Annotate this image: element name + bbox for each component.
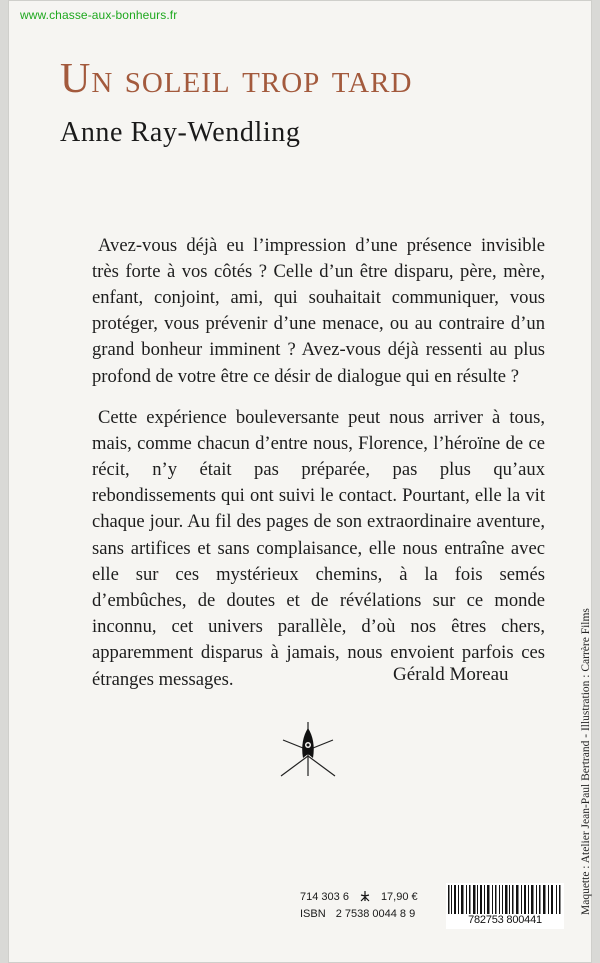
book-title: Un soleil trop tard [60, 56, 413, 102]
watermark-url: www.chasse-aux-bonheurs.fr [20, 8, 178, 22]
back-cover [8, 0, 592, 963]
blurb-signature: Gérald Moreau [393, 664, 509, 685]
price-block [300, 890, 460, 921]
isbn-label: ISBN [300, 908, 326, 920]
blurb-paragraph-1: Avez-vous déjà eu l’impression d’une présence invisible très forte à vos côtés ? Celle d’un être disparu, père, mère, enfant, conjoint, ami, qui souhaitait communiquer, vous protéger, vous prévenir d’une menace, ou au contraire d’un grand bonheur imminent ? Avez-vous déjà ressenti au plus profond de votre être ce désir de dialogue qui en résulte ? [92, 234, 545, 387]
isbn-number: 2 7538 0044 8 9 [335, 908, 416, 920]
blurb-paragraph-2: Cette expérience bouleversante peut nous arriver à tous, mais, comme chacun d’entre nous, Florence, l’héroïne de ce récit, n’y était pas préparée, pas plus qu’aux rebondissements qui ont suivi le contact. Pourtant, elle la vit chaque jour. Au fil des pages de son extraordinaire aventure, sans artifices et sans complaisance, elle nous entraîne avec elle sur ces mystérieux chemins, à la fois semés d’embûches, de doutes et de révélations sur ce monde inconnu, cet univers parallèle, d’où nos êtres chers, apparemment disparus à jamais, nous envoient parfois ces étranges messages. [92, 406, 545, 690]
barcode-digits: 782753 800441 [446, 914, 564, 926]
publisher-mark-icon [359, 890, 371, 904]
product-code: 714 303 6 [300, 891, 349, 903]
book-author: Anne Ray-Wendling [60, 117, 301, 148]
star-figure-icon [273, 718, 343, 780]
price: 17,90 € [380, 891, 418, 903]
cover-credits: Maquette : Atelier Jean-Paul Bertrand - Illustration : Carrère Films [580, 608, 592, 915]
